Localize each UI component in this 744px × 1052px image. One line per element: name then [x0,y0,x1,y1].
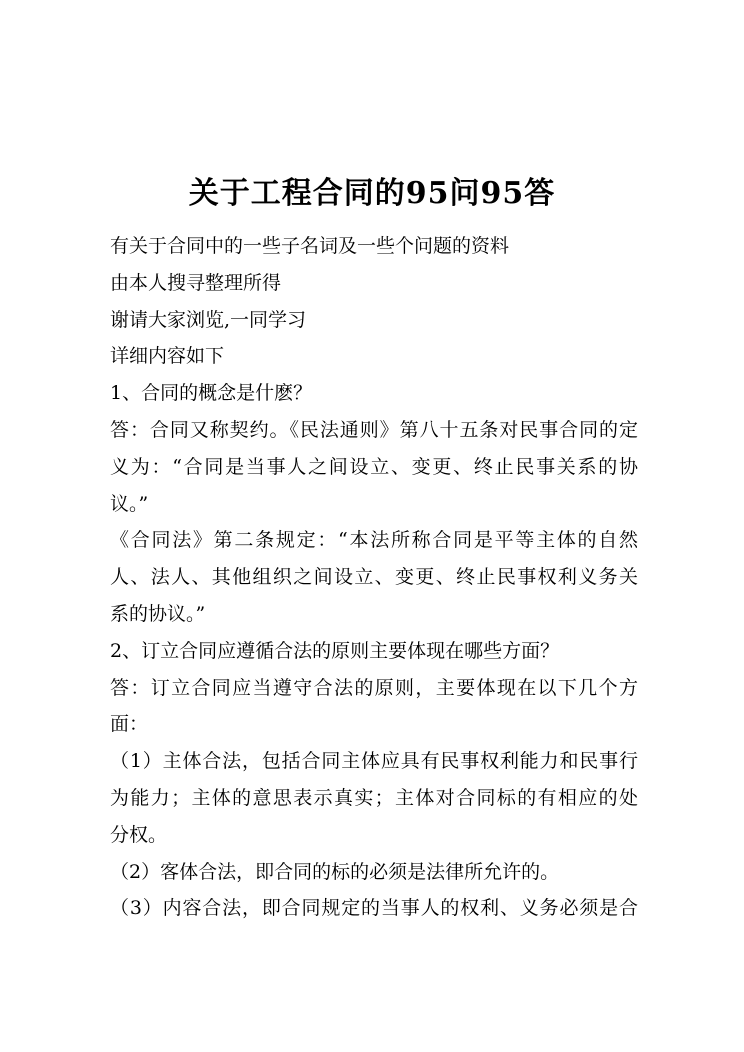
text-line: 义为：“合同是当事人之间设立、变更、终止民事关系的协 [110,455,638,478]
text-line: 2、订立合同应遵循合法的原则主要体现在哪些方面？ [110,639,560,662]
text-line: 详细内容如下 [110,345,225,368]
text-line: 答：订立合同应当遵守合法的原则，主要体现在以下几个方 [110,676,638,699]
text-line: （2）客体合法，即合同的标的必须是法律所允许的。 [110,860,560,883]
text-line: 面： [110,713,149,736]
text-line: （3）内容合法，即合同规定的当事人的权利、义务必须是合 [110,897,638,920]
text-line: 分权。 [110,823,168,846]
text-line: 人、法人、其他组织之间设立、变更、终止民事权利义务关 [110,566,638,589]
text-line: 谢请大家浏览,一同学习 [110,308,307,331]
text-line: 有关于合同中的一些子名词及一些个问题的资料 [110,235,510,257]
text-line: 1、合同的概念是什麽？ [110,382,313,405]
document-title: 关于工程合同的95问95答 [188,176,556,211]
text-line: 议。” [110,492,149,515]
document-body [110,228,638,927]
text-line: 由本人搜寻整理所得 [110,271,282,294]
text-line: 答：合同又称契约。《民法通则》第八十五条对民事合同的定 [110,418,638,441]
text-line: 系的协议。” [110,602,206,625]
text-line: 为能力；主体的意思表示真实；主体对合同标的有相应的处 [110,786,638,809]
text-line: 《合同法》第二条规定：“本法所称合同是平等主体的自然 [110,529,638,552]
text-line: （1）主体合法，包括合同主体应具有民事权利能力和民事行 [110,750,638,773]
